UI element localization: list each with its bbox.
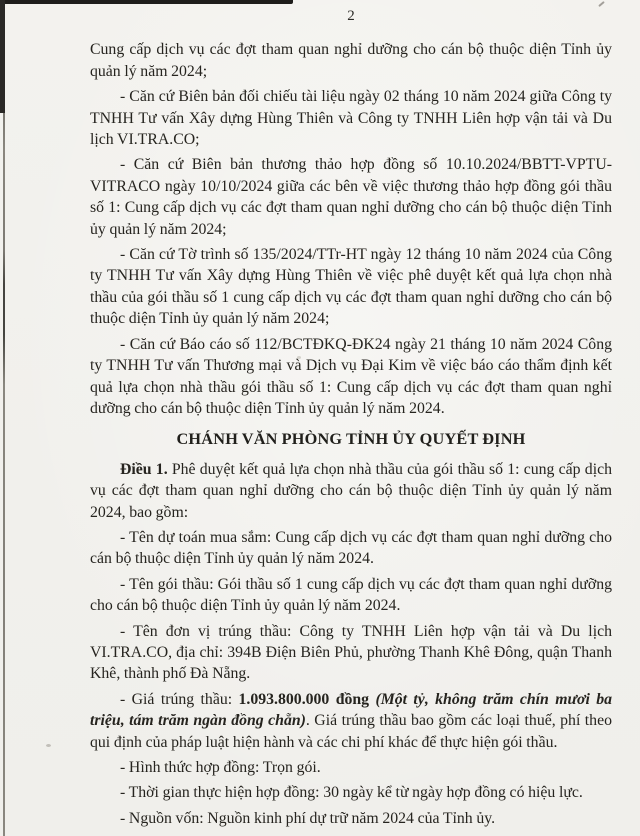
dieu-1-label: Điều 1. xyxy=(120,460,172,478)
paragraph-dieu-1 xyxy=(90,459,612,523)
paragraph-thoi-gian-thuc-hien xyxy=(90,782,612,803)
text-segment: - Căn cứ Báo cáo số 112/BCTĐKQ-ĐK24 ngày 21 tháng 10 năm 2024 Công ty TNHH Tư vấn Thương mại và Dịch vụ Đại Kim về việc báo cáo thẩm định kết quả lựa chọn nhà thầu gói thầu số 1: Cung cấp dịch vụ các đợt tham quan nghỉ dưỡng cho cán bộ thuộc diện Tỉnh ủy quản lý năm 2024. xyxy=(90,335,612,417)
text-segment: - Căn cứ Tờ trình số 135/2024/TTr-HT ngày 12 tháng 10 năm 2024 của Công ty TNHH Tư vấn Xây dựng Hùng Thiên về việc phê duyệt kết quả lựa chọn nhà thầu của gói thầu số 1 cung cấp dịch vụ các đợt tham quan nghỉ dưỡng cho cán bộ thuộc diện Tỉnh ủy quản lý năm 2024; xyxy=(90,246,612,328)
text-segment: - Thời gian thực hiện hợp đồng: 30 ngày kể từ ngày hợp đồng có hiệu lực. xyxy=(120,784,583,802)
decision-heading: CHÁNH VĂN PHÒNG TỈNH ỦY QUYẾT ĐỊNH xyxy=(176,429,526,449)
paragraph-can-cu-to-trinh xyxy=(90,244,612,330)
text-segment: - Tên gói thầu: Gói thầu số 1 cung cấp dịch vụ các đợt tham quan nghỉ dưỡng cho cán bộ thuộc diện Tỉnh ủy quản lý năm 2024. xyxy=(90,575,612,615)
scan-edge-top-bar xyxy=(0,0,293,4)
text-segment: - Giá trúng thầu: xyxy=(120,690,239,708)
paragraph-can-cu-bien-ban-thuong-thao xyxy=(90,154,612,240)
paragraph-don-vi-trung-thau xyxy=(90,621,612,685)
page-number: 2 xyxy=(347,8,355,24)
contract-price-words: (Một tỷ, không trăm chín mươi ba triệu, tám trăm ngàn đồng chẵn) xyxy=(90,690,613,730)
paragraph-continuation xyxy=(90,39,612,82)
scan-speck xyxy=(46,744,51,747)
text-segment: - Căn cứ Biên bản thương thảo hợp đồng số 10.10.2024/BBTT-VPTU-VITRACO ngày 10/10/2024 giữa các bên về việc thương thảo hợp đồng gói thầu số 1: Cung cấp dịch vụ các đợt tham quan nghỉ dưỡng cho cán bộ thuộc diện Tỉnh ủy quản lý năm 2024; xyxy=(90,156,612,238)
paragraph-nguon-von xyxy=(90,808,612,829)
scan-edge-left-line xyxy=(3,0,5,836)
document-body xyxy=(90,6,612,833)
text-segment: - Căn cứ Biên bản đối chiếu tài liệu ngày 02 tháng 10 năm 2024 giữa Công ty TNHH Tư vấn Xây dựng Hùng Thiên và Công ty TNHH Liên hợp vận tải và Du lịch VI.TRA.CO; xyxy=(90,88,612,149)
paragraph-hinh-thuc-hop-dong xyxy=(90,757,612,778)
text-segment: Phê duyệt kết quả lựa chọn nhà thầu của gói thầu số 1: cung cấp dịch vụ các đợt tham quan nghỉ dưỡng cho cán bộ thuộc diện Tỉnh ủy quản lý năm 2024, bao gồm: xyxy=(90,460,612,521)
paragraph-ten-du-toan xyxy=(90,527,612,570)
contract-price-amount: 1.093.800.000 đồng xyxy=(238,690,376,708)
paragraph-gia-trung-thau xyxy=(90,689,612,753)
text-segment: . Giá trúng thầu bao gồm các loại thuế, phí theo qui định của pháp luật hiện hành và các chi phí khác để thực hiện gói thầu. xyxy=(90,712,612,751)
scan-edge-left-thick xyxy=(0,0,5,113)
text-segment: - Tên đơn vị trúng thầu: Công ty TNHH Liên hợp vận tải và Du lịch VI.TRA.CO, địa chỉ: 394B Điện Biên Phủ, phường Thanh Khê Đông, quận Thanh Khê, thành phố Đà Nẵng. xyxy=(90,622,612,683)
paragraph-ten-goi-thau xyxy=(90,574,612,617)
text-segment: Cung cấp dịch vụ các đợt tham quan nghỉ dưỡng cho cán bộ thuộc diện Tỉnh ủy quản lý năm 2024; xyxy=(90,41,612,80)
text-segment: - Nguồn vốn: Nguồn kinh phí dự trữ năm 2024 của Tỉnh ủy. xyxy=(120,809,496,827)
text-segment: - Hình thức hợp đồng: Trọn gói. xyxy=(120,759,321,776)
text-segment: - Tên dự toán mua sắm: Cung cấp dịch vụ các đợt tham quan nghỉ dưỡng cho cán bộ thuộc diện Tỉnh ủy quản lý năm 2024. xyxy=(90,528,612,568)
paragraph-can-cu-bao-cao xyxy=(90,334,612,420)
paragraph-can-cu-bien-ban-doi-chieu xyxy=(90,86,612,150)
